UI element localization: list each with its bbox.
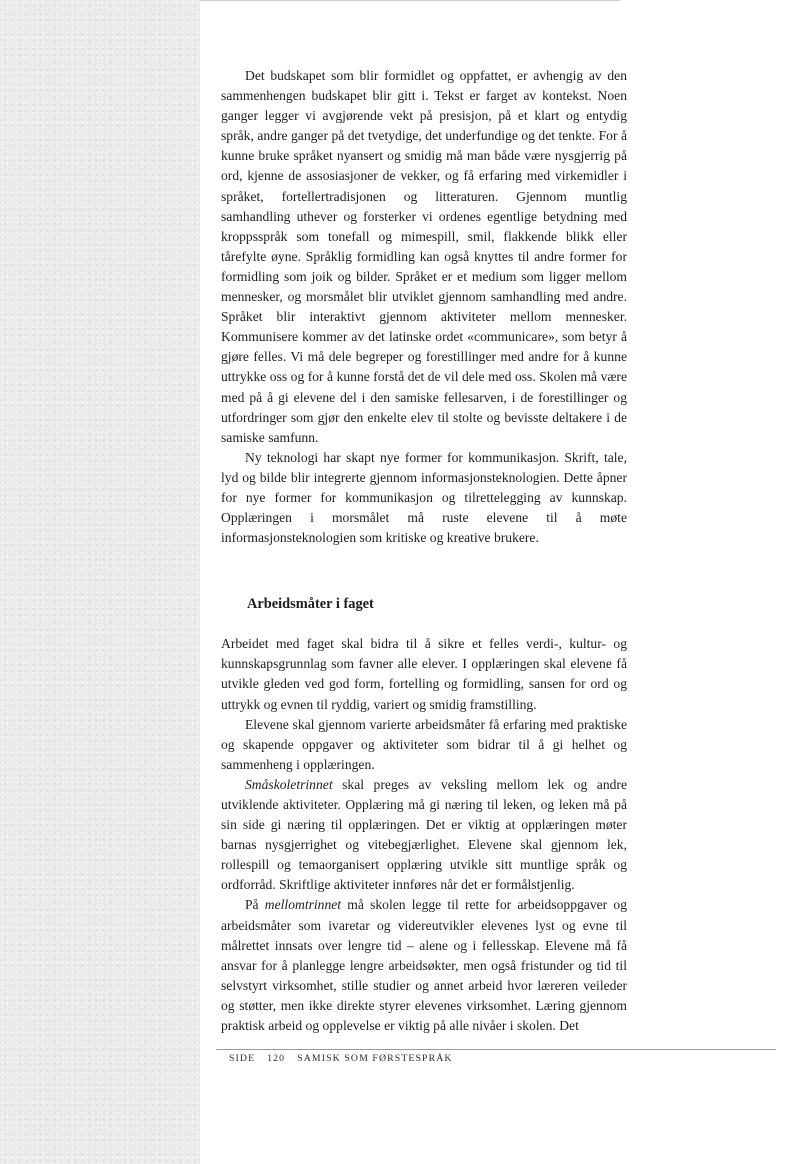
section-paragraph-1: Arbeidet med faget skal bidra til å sikre et felles verdi-, kultur- og kunnskapsgrunnlag som favner alle elever. I opplæringen skal elevene få utvikle gleden ved god form, fortelling og formidling, sansen for ord og uttrykk og evnen til ryddig, variert og smidig framstilling. — [221, 636, 627, 712]
body-paragraph-2: Ny teknologi har skapt nye former for kommunikasjon. Skrift, tale, lyd og bilde blir integrerte gjennom informasjonsteknologien. Dette åpner for nye former for kommunikasjon og tilrettelegging av kunnskap. Opplæringen i morsmålet må ruste elevene til å møte informasjonsteknologien som kritiske og kreative brukere. — [221, 449, 627, 546]
body-paragraph-1: Det budskapet som blir formidlet og oppfattet, er avhengig av den sammenhengen budskapet blir gitt i. Tekst er farget av kontekst. Noen ganger legger vi avgjørende vekt på presisjon, på et klart og entydig språk, andre ganger på det tvetydige, det underfundige og det tenkte. For å kunne bruke språket nyansert og smidig må man både være nysgjerrig på ord, kjenne de assosiasjoner de vekker, og få erfaring med virkemidler i språket, fortellertradisjonen og litteraturen. Gjennom muntlig samhandling uthever og forsterker vi ordenes egentlige betydning med kroppsspråk som tonefall og mimespill, smil, flakkende blikk eller tårefylte øyne. Språklig formidling kan også knyttes til andre former for formidling som joik og bilder. Språket er et medium som ligger mellom mennesker, og morsmålet blir utviklet gjennom samhandling med andre. Språket blir interaktivt gjennom aktiviteter mellom mennesker. Kommunisere kommer av det latinske ordet «communicare», som betyr å gjøre felles. Vi må dele begreper og forestillinger med andre for å kunne uttrykke oss og for å kunne forstå det de vil dele med oss. Skolen må være med på å gi elevene del i den samiske fellesarven, i de forestillinger og utfordringer som gjør den enkelte elev til stolte og bevisste deltakere i de samiske samfunn. — [221, 68, 627, 445]
term-mellomtrinnet: mellomtrinnet — [264, 897, 342, 913]
term-smaskoletrinnet: Småskoletrinnet — [245, 776, 333, 792]
page-margin-band — [0, 0, 200, 1164]
main-text-column — [221, 66, 627, 1036]
footer-page-number: 120 — [267, 1053, 286, 1064]
section-heading: Arbeidsmåter i faget — [247, 596, 374, 613]
top-edge-rule — [200, 0, 620, 1]
section-paragraph-3 — [221, 775, 627, 896]
section-paragraph-4 — [221, 895, 627, 1036]
page-footer — [229, 1053, 453, 1064]
footer-book-title: SAMISK SOM FØRSTESPRÅK — [297, 1053, 453, 1064]
footer-rule — [216, 1049, 776, 1050]
footer-side-label: SIDE — [229, 1053, 256, 1064]
section-paragraph-4-start: På — [245, 897, 265, 913]
section-paragraph-4-text: må skolen legge til rette for arbeidsoppgaver og arbeidsmåter som ivaretar og videreutvikler elevenes lyst og evne til målrettet innsats over lengre tid – alene og i fellesskap. Elevene må få ansvar for å planlegge lengre arbeidsøkter, men også fristunder og tid til selvstyrt virksomhet, stille studier og annet arbeid hvor læreren veileder og støtter, men ikke direkte styrer elevenes virksomhet. Læring gjennom praktisk arbeid og opplevelse er viktig på alle nivåer i skolen. Det — [221, 897, 627, 1034]
section-paragraph-2: Elevene skal gjennom varierte arbeidsmåter få erfaring med praktiske og skapende oppgaver og aktiviteter som bidrar til å gi helhet og sammenheng i opplæringen. — [221, 716, 627, 772]
section-paragraph-3-text: skal preges av veksling mellom lek og andre utviklende aktiviteter. Opplæring må gi næring til leken, og leken må på sin side gi næring til opplæringen. Det er viktig at opplæringen møter barnas nysgjerrighet og vitebegjærlighet. Elevene skal gjennom lek, rollespill og temaorganisert opplæring utvikle sitt muntlige språk og ordforråd. Skriftlige aktiviteter innføres når det er formålstjenlig. — [221, 776, 627, 893]
